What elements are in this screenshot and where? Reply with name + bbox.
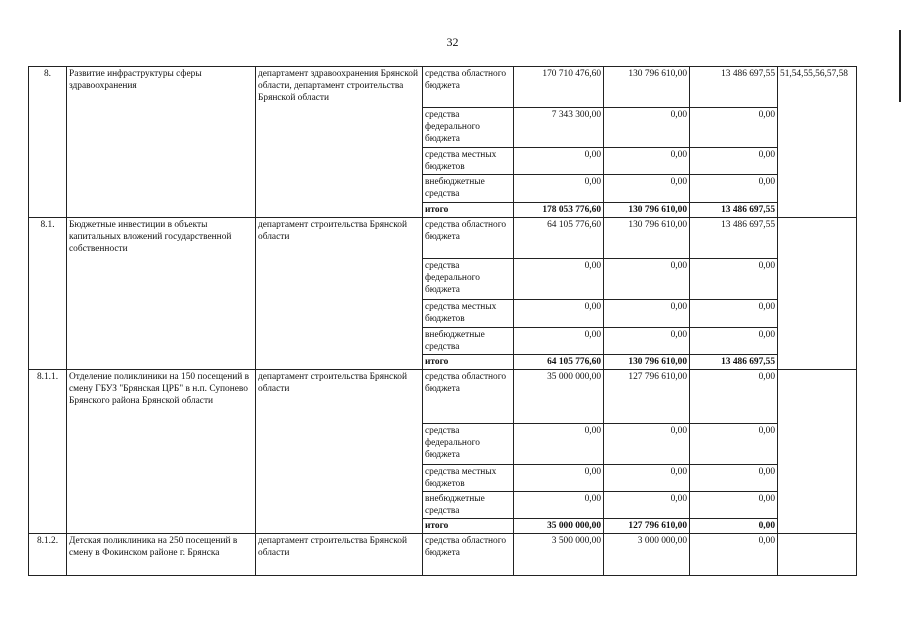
indicator-numbers: [778, 370, 857, 534]
total-year-2: 130 796 610,00: [604, 203, 690, 218]
amount-year-1: 64 105 776,60: [514, 218, 604, 259]
indicator-numbers: [778, 218, 857, 370]
funding-source-label: средства областного бюджета: [423, 534, 514, 576]
amount-year-2: 0,00: [604, 175, 690, 203]
amount-year-3: 0,00: [690, 148, 778, 175]
amount-year-3: 0,00: [690, 465, 778, 492]
amount-year-1: 0,00: [514, 148, 604, 175]
total-year-2: 130 796 610,00: [604, 355, 690, 370]
table-row: [29, 370, 857, 424]
funding-source-label: средства федерального бюджета: [423, 108, 514, 148]
row-number: 8.1.1.: [29, 370, 67, 534]
measure-name: Развитие инфраструктуры сферы здравоохранения: [67, 67, 256, 218]
amount-year-1: 0,00: [514, 492, 604, 519]
amount-year-3: 0,00: [690, 108, 778, 148]
amount-year-3: 0,00: [690, 370, 778, 424]
total-label: итого: [423, 519, 514, 534]
funding-source-label: средства федерального бюджета: [423, 259, 514, 300]
funding-source-label: средства местных бюджетов: [423, 148, 514, 175]
amount-year-2: 127 796 610,00: [604, 370, 690, 424]
total-year-3: 13 486 697,55: [690, 203, 778, 218]
total-year-2: 127 796 610,00: [604, 519, 690, 534]
funding-source-label: внебюджетные средства: [423, 328, 514, 355]
responsible-department: департамент строительства Брянской области: [256, 370, 423, 534]
amount-year-1: 35 000 000,00: [514, 370, 604, 424]
amount-year-3: 0,00: [690, 492, 778, 519]
funding-source-label: средства федерального бюджета: [423, 424, 514, 465]
funding-source-label: средства местных бюджетов: [423, 300, 514, 328]
total-year-1: 35 000 000,00: [514, 519, 604, 534]
funding-source-label: внебюджетные средства: [423, 175, 514, 203]
amount-year-3: 0,00: [690, 328, 778, 355]
amount-year-2: 0,00: [604, 465, 690, 492]
margin-mark: [899, 30, 901, 102]
measure-name: Детская поликлиника на 250 посещений в смену в Фокинском районе г. Брянска: [67, 534, 256, 576]
amount-year-2: 0,00: [604, 300, 690, 328]
amount-year-2: 0,00: [604, 424, 690, 465]
amount-year-3: 13 486 697,55: [690, 67, 778, 108]
page-number: 32: [446, 35, 459, 49]
funding-source-label: средства местных бюджетов: [423, 465, 514, 492]
amount-year-1: 170 710 476,60: [514, 67, 604, 108]
responsible-department: департамент строительства Брянской области: [256, 218, 423, 370]
measure-name: Бюджетные инвестиции в объекты капитальных вложений государственной собственности: [67, 218, 256, 370]
total-label: итого: [423, 203, 514, 218]
amount-year-3: 0,00: [690, 424, 778, 465]
amount-year-3: 0,00: [690, 175, 778, 203]
amount-year-2: 0,00: [604, 148, 690, 175]
funding-source-label: средства областного бюджета: [423, 218, 514, 259]
funding-source-label: внебюджетные средства: [423, 492, 514, 519]
table-row: [29, 67, 857, 108]
indicator-numbers: 51,54,55,56,57,58: [778, 67, 857, 218]
budget-table: [28, 66, 857, 576]
amount-year-3: 0,00: [690, 259, 778, 300]
table-row: [29, 534, 857, 576]
total-year-1: 64 105 776,60: [514, 355, 604, 370]
responsible-department: департамент строительства Брянской области: [256, 534, 423, 576]
indicator-numbers: [778, 534, 857, 576]
total-year-3: 0,00: [690, 519, 778, 534]
amount-year-2: 0,00: [604, 259, 690, 300]
amount-year-1: 7 343 300,00: [514, 108, 604, 148]
measure-name: Отделение поликлиники на 150 посещений в смену ГБУЗ "Брянская ЦРБ" в н.п. Супонево Брянского района Брянской области: [67, 370, 256, 534]
amount-year-1: 0,00: [514, 175, 604, 203]
responsible-department: департамент здравоохранения Брянской области, департамент строительства Брянской области: [256, 67, 423, 218]
total-year-3: 13 486 697,55: [690, 355, 778, 370]
amount-year-3: 0,00: [690, 534, 778, 576]
amount-year-1: 3 500 000,00: [514, 534, 604, 576]
amount-year-2: 3 000 000,00: [604, 534, 690, 576]
amount-year-2: 0,00: [604, 492, 690, 519]
amount-year-2: 130 796 610,00: [604, 218, 690, 259]
amount-year-2: 0,00: [604, 108, 690, 148]
amount-year-1: 0,00: [514, 424, 604, 465]
amount-year-3: 0,00: [690, 300, 778, 328]
funding-source-label: средства областного бюджета: [423, 370, 514, 424]
amount-year-1: 0,00: [514, 259, 604, 300]
funding-source-label: средства областного бюджета: [423, 67, 514, 108]
amount-year-1: 0,00: [514, 328, 604, 355]
total-label: итого: [423, 355, 514, 370]
amount-year-1: 0,00: [514, 300, 604, 328]
amount-year-1: 0,00: [514, 465, 604, 492]
amount-year-3: 13 486 697,55: [690, 218, 778, 259]
total-year-1: 178 053 776,60: [514, 203, 604, 218]
amount-year-2: 0,00: [604, 328, 690, 355]
row-number: 8.1.: [29, 218, 67, 370]
row-number: 8.: [29, 67, 67, 218]
amount-year-2: 130 796 610,00: [604, 67, 690, 108]
row-number: 8.1.2.: [29, 534, 67, 576]
table-row: [29, 218, 857, 259]
